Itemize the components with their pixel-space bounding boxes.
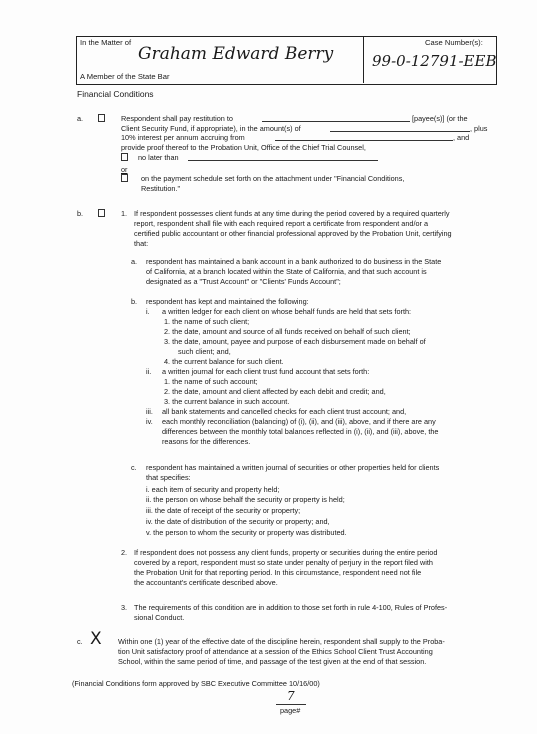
b-item2-line1: If respondent does not possess any client funds, property or securities during the entire period xyxy=(134,548,438,557)
form-approval-note: (Financial Conditions form approved by SBC Executive Committee 10/16/00) xyxy=(72,679,320,688)
a-or: or xyxy=(121,165,128,174)
a-line1: Respondent shall pay restitution to xyxy=(121,114,233,123)
statements-text: all bank statements and cancelled checks for each client trust account; and, xyxy=(162,407,407,416)
member-label: A Member of the State Bar xyxy=(80,72,170,81)
journal-item-3: 3. the current balance in such account. xyxy=(164,397,290,406)
matter-label: In the Matter of xyxy=(80,38,132,47)
b-item1-line4: that: xyxy=(134,239,149,248)
b-item2-line2: covered by a report, respondent must so state under penalty of perjury in the report filed with xyxy=(134,558,433,567)
ledger-numeral: i. xyxy=(146,307,150,316)
b-sub-a-line2: of California, at a branch located within the State of California, and that such account is xyxy=(146,267,427,276)
reconciliation-line3: reasons for the differences. xyxy=(162,437,251,446)
ledger-item-2: 2. the date, amount and source of all funds received on behalf of such client; xyxy=(164,327,411,336)
b-sub-c-line2: that specifies: xyxy=(146,473,191,482)
section-a-letter: a. xyxy=(77,114,84,123)
b-sub-c-line1: respondent has maintained a written journal of securities or other properties held for clients xyxy=(146,463,440,472)
ledger-item-1: 1. the name of such client; xyxy=(164,317,250,326)
ledger-item-4: 4. the current balance for such client. xyxy=(164,357,284,366)
securities-item-ii: ii. the person on whose behalf the security or property is held; xyxy=(146,495,345,504)
securities-item-i: i. each item of security and property held; xyxy=(146,485,280,494)
case-number-label: Case Number(s): xyxy=(425,38,483,47)
journal-numeral: ii. xyxy=(146,367,152,376)
caption-divider xyxy=(363,36,364,83)
page-number-label: page# xyxy=(280,706,301,715)
a-schedule2: Restitution." xyxy=(141,184,181,193)
journal-text: a written journal for each client trust fund account that sets forth: xyxy=(162,367,370,376)
b-item2-line3: the Probation Unit for that reporting period. In this circumstance, respondent need not file xyxy=(134,568,422,577)
b-item1-line3: certified public accountant or other financial professional approved by the Probation Unit, certifying xyxy=(134,229,452,238)
b-sub-a-letter: a. xyxy=(131,257,138,266)
b-item2-number: 2. xyxy=(121,548,128,557)
a-schedule1: on the payment schedule set forth on the attachment under "Financial Conditions, xyxy=(141,174,405,183)
a-payee: [payee(s)] (or the xyxy=(412,114,468,123)
securities-item-v: v. the person to whom the security or property was distributed. xyxy=(146,528,347,537)
b-item3-line2: sional Conduct. xyxy=(134,613,185,622)
b-sub-c-letter: c. xyxy=(131,463,137,472)
a-line2: Client Security Fund, if appropriate), in the amount(s) of xyxy=(121,124,301,133)
b-sub-a-line3: designated as a "Trust Account" or "Clients' Funds Account"; xyxy=(146,277,341,286)
c-line2: tion Unit satisfactory proof of attendance at a session of the Ethics School Client Trust Accounting xyxy=(118,647,433,656)
a-and: , and xyxy=(453,133,470,142)
section-b-checkbox[interactable] xyxy=(98,209,105,217)
payee-blank xyxy=(262,121,410,122)
a-line3: 10% interest per annum accruing from xyxy=(121,133,245,142)
a-no-later: no later than xyxy=(138,153,179,162)
b-item1-number: 1. xyxy=(121,209,128,218)
securities-item-iv: iv. the date of distribution of the security or property; and, xyxy=(146,517,330,526)
b-sub-a-line1: respondent has maintained a bank account in a bank authorized to do business in the State xyxy=(146,257,442,266)
reconciliation-line2: differences between the monthly total balances reflected in (i), (ii), and (iii), above, the xyxy=(162,427,439,436)
statements-numeral: iii. xyxy=(146,407,153,416)
journal-item-2: 2. the date, amount and client affected by each debit and credit; and, xyxy=(164,387,386,396)
checked-mark[interactable]: X xyxy=(90,629,102,649)
ledger-item-3b: such client; and, xyxy=(178,347,231,356)
no-later-blank xyxy=(188,160,378,161)
respondent-name: Graham Edward Berry xyxy=(138,44,334,64)
b-item3-number: 3. xyxy=(121,603,128,612)
page-number: 7 xyxy=(287,689,295,703)
no-later-checkbox[interactable] xyxy=(121,153,128,161)
b-sub-b-letter: b. xyxy=(131,297,138,306)
case-number: 99-0-12791-EEB xyxy=(372,52,497,70)
b-item1-line1: If respondent possesses client funds at any time during the period covered by a required quarterly xyxy=(134,209,450,218)
reconciliation-line1: each monthly reconciliation (balancing) of (i), (ii), and (iii), above, and if there are any xyxy=(162,417,436,426)
c-line3: School, within the same period of time, and passage of the test given at the end of that session. xyxy=(118,657,427,666)
securities-item-iii: iii. the date of receipt of the security or property; xyxy=(146,506,301,515)
journal-item-1: 1. the name of such account; xyxy=(164,377,258,386)
b-sub-b-text: respondent has kept and maintained the following: xyxy=(146,297,309,306)
reconciliation-numeral: iv. xyxy=(146,417,153,426)
a-line4: provide proof thereof to the Probation Unit, Office of the Chief Trial Counsel, xyxy=(121,143,366,152)
interest-date-blank xyxy=(275,140,453,141)
amount-blank xyxy=(330,131,470,132)
ledger-text: a written ledger for each client on whose behalf funds are held that sets forth: xyxy=(162,307,412,316)
section-title: Financial Conditions xyxy=(77,89,154,99)
b-item3-line1: The requirements of this condition are in addition to those set forth in rule 4-100, Rules of Profes- xyxy=(134,603,448,612)
c-line1: Within one (1) year of the effective date of the discipline herein, respondent shall supply to the Proba- xyxy=(118,637,445,646)
section-b-letter: b. xyxy=(77,209,84,218)
b-item2-line4: the accountant's certificate described above. xyxy=(134,578,278,587)
section-a-checkbox[interactable] xyxy=(98,114,105,122)
ledger-item-3a: 3. the date, amount, payee and purpose of each disbursement made on behalf of xyxy=(164,337,426,346)
page-number-rule xyxy=(276,704,306,705)
schedule-checkbox[interactable] xyxy=(121,174,128,182)
b-item1-line2: report, respondent shall file with each required report a certificate from respondent and/or a xyxy=(134,219,429,228)
a-plus: , plus xyxy=(470,124,488,133)
section-c-letter: c. xyxy=(77,637,83,646)
